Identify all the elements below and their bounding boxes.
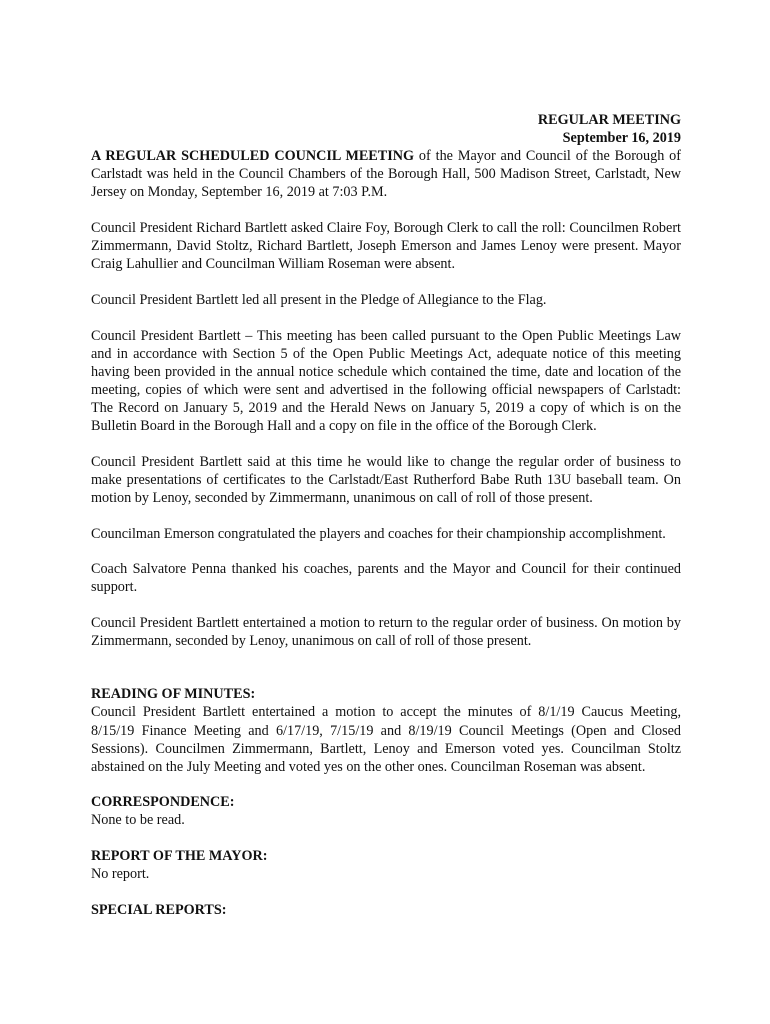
special-reports-section	[91, 901, 681, 919]
mayor-report-heading: REPORT OF THE MAYOR:	[91, 848, 268, 865]
roll-call-paragraph: Council President Richard Bartlett asked Claire Foy, Borough Clerk to call the roll: Councilmen Robert Zimmermann, David Stoltz, Richard Bartlett, Joseph Emerson and James Lenoy were present. Mayor Craig Lahullier and Councilman William Roseman were absent.	[91, 220, 681, 273]
document-header	[91, 111, 681, 147]
congratulations-paragraph: Councilman Emerson congratulated the players and coaches for their championship accomplishment.	[91, 525, 666, 542]
mayor-report-text: No report.	[91, 866, 150, 883]
meeting-date: September 16, 2019	[562, 130, 681, 147]
correspondence-heading: CORRESPONDENCE:	[91, 794, 235, 811]
pledge-paragraph: Council President Bartlett led all present in the Pledge of Allegiance to the Flag.	[91, 291, 547, 308]
intro-lead: A REGULAR SCHEDULED COUNCIL MEETING	[91, 148, 415, 165]
coach-paragraph: Coach Salvatore Penna thanked his coaches, parents and the Mayor and Council for their continued support.	[91, 561, 681, 596]
order-change-paragraph: Council President Bartlett said at this time he would like to change the regular order of business to make presentations of certificates to the Carlstadt/East Rutherford Babe Ruth 13U baseball team. On motion by Lenoy, seconded by Zimmermann, unanimous on call of roll of those present.	[91, 453, 681, 506]
mayor-report-section	[91, 847, 681, 883]
minutes-section	[91, 685, 681, 775]
special-reports-heading: SPECIAL REPORTS:	[91, 901, 227, 918]
minutes-text: Council President Bartlett entertained a motion to accept the minutes of 8/1/19 Caucus Meeting, 8/15/19 Finance Meeting and 6/17/19, 7/15/19 and 8/19/19 Council Meetings (Open and Closed Sessions). Councilmen Zimmermann, Bartlett, Lenoy and Emerson voted yes. Councilman Stoltz abstained on the July Meeting and voted yes on the other ones. Councilman Roseman was absent.	[91, 704, 681, 775]
correspondence-section	[91, 793, 681, 829]
minutes-heading: READING OF MINUTES:	[91, 686, 256, 703]
correspondence-text: None to be read.	[91, 812, 185, 829]
intro-text: of the Mayor and Council of the Borough of Carlstadt was held in the Council Chambers of the Borough Hall, 500 Madison Street, Carlstadt, New Jersey on Monday, September 16, 2019 at 7:03 P.M.	[91, 148, 681, 201]
document-page	[91, 111, 681, 919]
intro-paragraph	[91, 147, 681, 201]
return-order-paragraph: Council President Bartlett entertained a motion to return to the regular order of business. On motion by Zimmermann, seconded by Lenoy, unanimous on call of roll of those present.	[91, 615, 681, 650]
notice-paragraph: Council President Bartlett – This meeting has been called pursuant to the Open Public Meetings Law and in accordance with Section 5 of the Open Public Meetings Act, adequate notice of this meeting having been provided in the annual notice schedule which contained the time, date and location of the meeting, copies of which were sent and advertised in the following official newspapers of Carlstadt: The Record on January 5, 2019 and the Herald News on January 5, 2019 a copy of which is on the Bulletin Board in the Borough Hall and a copy on file in the office of the Borough Clerk.	[91, 327, 681, 435]
meeting-title: REGULAR MEETING	[537, 112, 681, 128]
